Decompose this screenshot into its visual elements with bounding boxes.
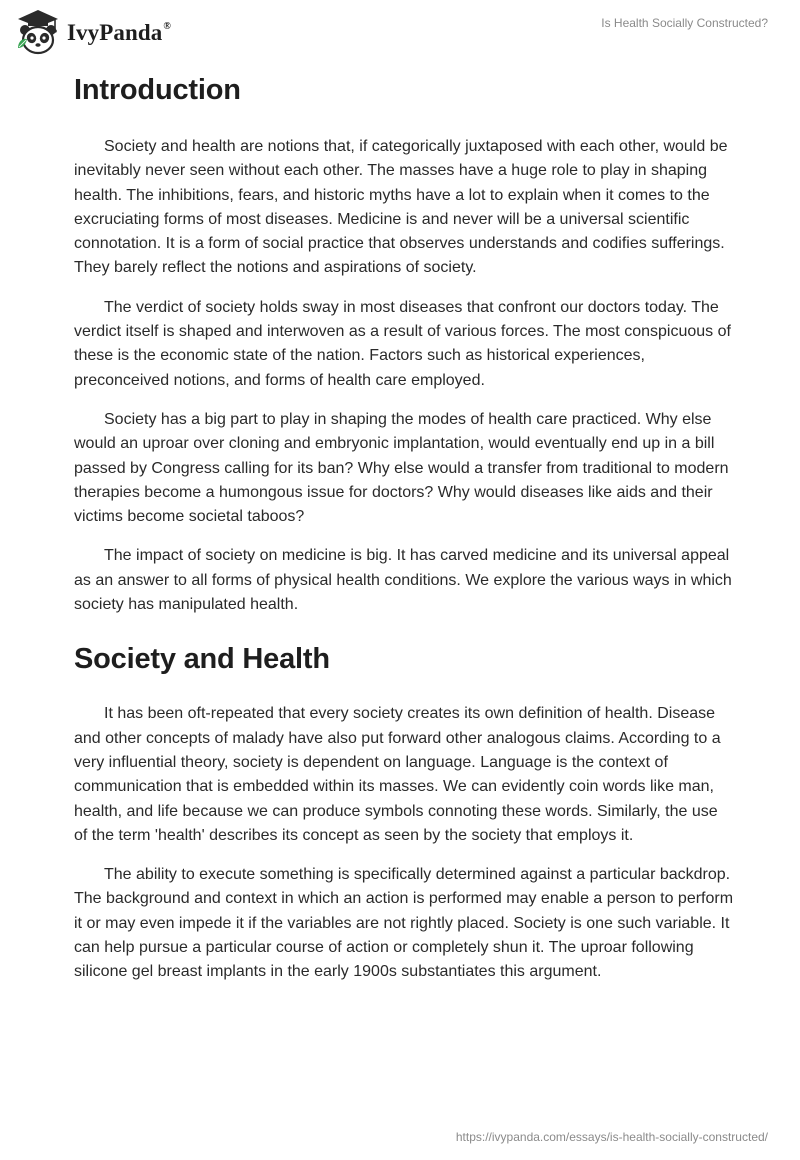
panda-graduate-icon	[14, 8, 62, 56]
paragraph: The verdict of society holds sway in most diseases that confront our doctors today. The verdict itself is shaped and interwoven as a result of various forces. The most conspicuous of these is the economic state of the nation. Factors such as historical experiences, preconceived notions, and forms of health care employed.	[74, 298, 731, 389]
essay-content	[74, 70, 734, 1000]
paragraph: Society and health are notions that, if categorically juxtaposed with each other, would be inevitably never seen without each other. The masses have a huge role to play in shaping health. The inhibitions, fears, and historic myths have a lot to explain when it comes to the excruciating forms of most diseases. Medicine is and never will be a universal scientific connotation. It is a form of social practice that observes understands and codifies sufferings. They barely reflect the notions and aspirations of society.	[74, 138, 728, 277]
brand-name	[67, 20, 171, 46]
paragraph: The impact of society on medicine is big. It has carved medicine and its universal appeal as an answer to all forms of physical health conditions. We explore the various ways in which society has manipulated health.	[74, 547, 732, 614]
paragraph: It has been oft-repeated that every society creates its own definition of health. Disease and other concepts of malady have also put forward other analogous claims. According to a very influential theory, society is dependent on language. Language is the context of communication that is embedded within its masses. We can evidently coin words like man, health, and life because we can produce symbols connoting these words. Similarly, the use of the term 'health' describes its concept as seen by the society that employs it.	[74, 705, 721, 844]
section-heading-society-and-health: Society and Health	[74, 643, 330, 676]
footer-source-link[interactable]: https://ivypanda.com/essays/is-health-socially-constructed/	[455, 1130, 768, 1144]
brand-text: IvyPanda	[67, 20, 163, 45]
section-heading-introduction: Introduction	[74, 74, 241, 106]
paragraph: Society has a big part to play in shaping the modes of health care practiced. Why else would an uproar over cloning and embryonic implantation, would eventually end up in a bill passed by Congress calling for its ban? Why else would a transfer from traditional to modern therapies become a humongous issue for doctors? Why would diseases like aids and their victims become societal taboos?	[74, 410, 729, 526]
paragraph: The ability to execute something is specifically determined against a particular backdrop. The background and context in which an action is performed may enable a person to perform it or may even impede it if the variables are not rightly placed. Society is one such variable. It can help pursue a particular course of action or completely shun it. The uproar following silicone gel breast implants in the early 1900s substantiates this argument.	[74, 866, 734, 981]
registered-mark: ®	[163, 21, 171, 32]
ivypanda-logo-link[interactable]	[14, 8, 171, 56]
document-title: Is Health Socially Constructed?	[601, 16, 768, 30]
page-header	[0, 0, 800, 62]
